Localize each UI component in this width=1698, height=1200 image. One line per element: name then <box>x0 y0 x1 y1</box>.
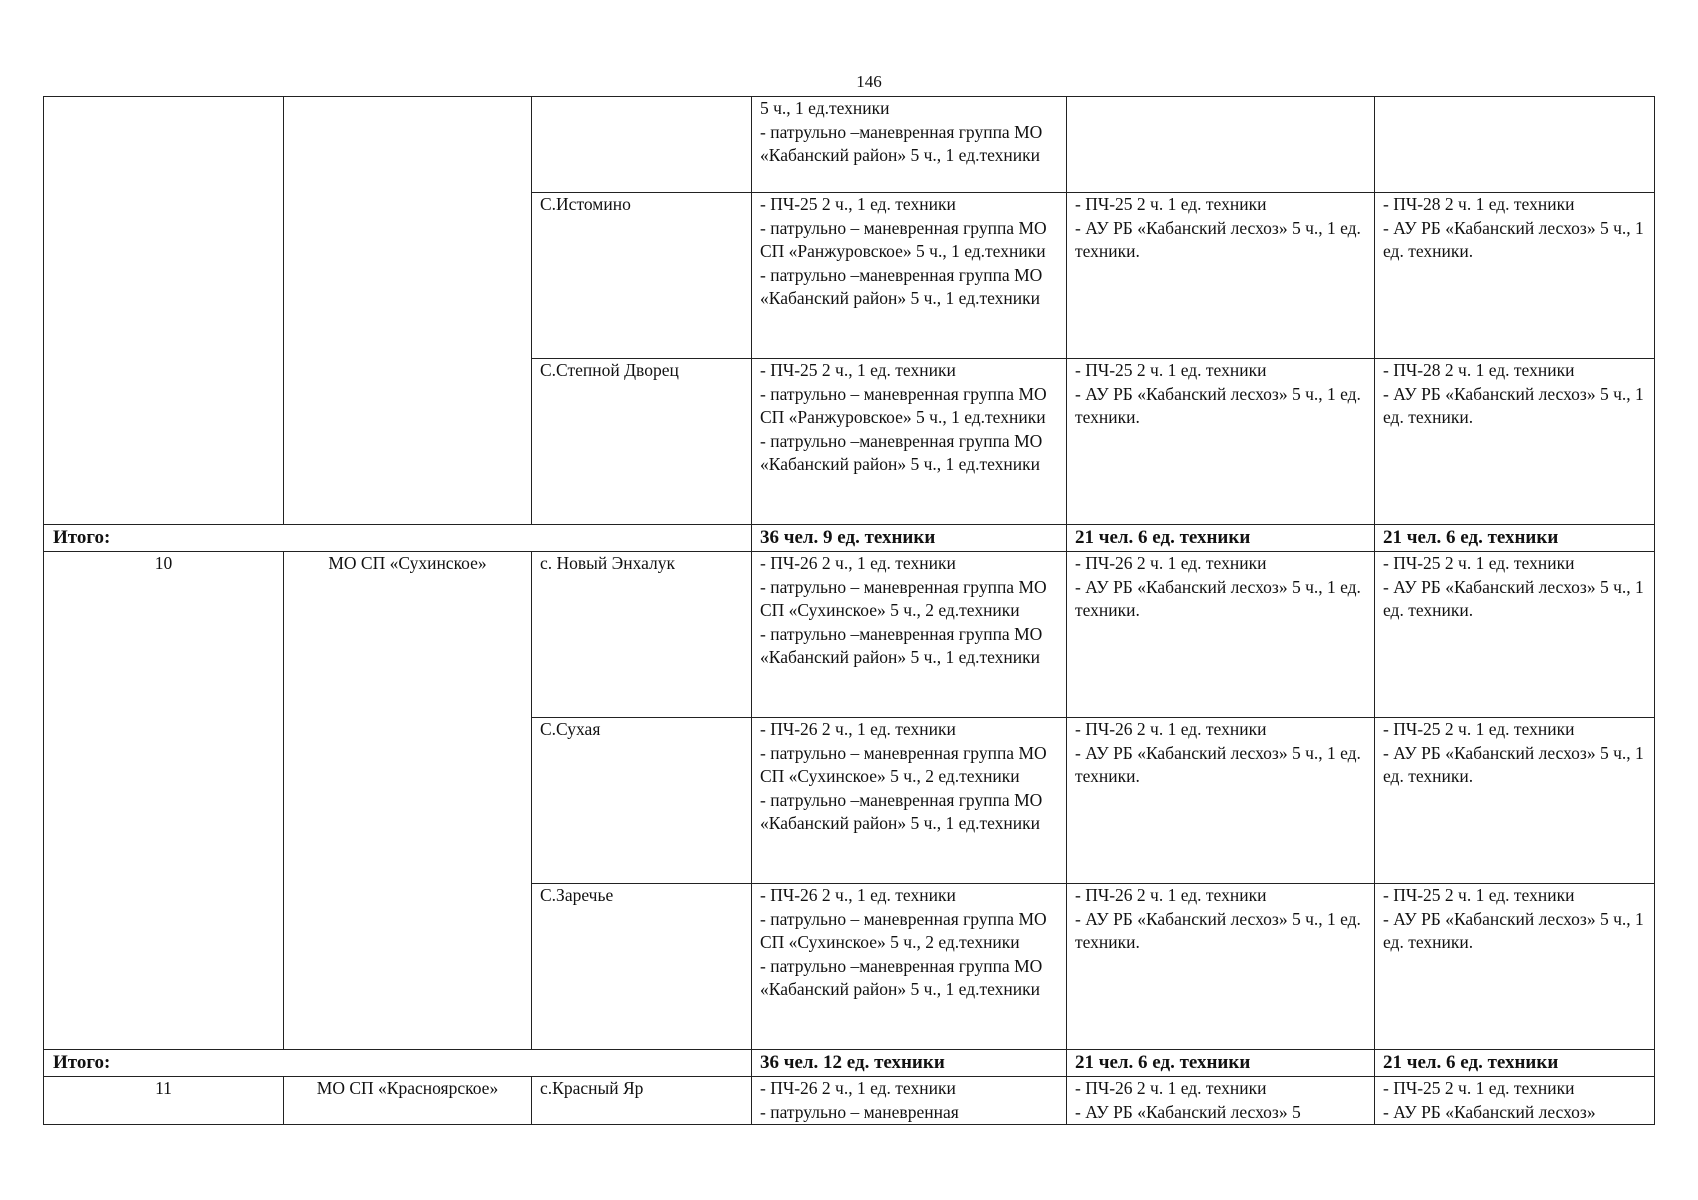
forces-cell: - ПЧ-26 2 ч., 1 ед. техники - патрульно – маневренная <box>752 1077 1067 1125</box>
reserve-2-cell: - ПЧ-25 2 ч. 1 ед. техники - АУ РБ «Кабанский лесхоз» 5 ч., 1 ед. техники. <box>1375 718 1655 884</box>
settlement-cell: с. Новый Энхалук <box>532 552 752 718</box>
row-number-cell: 10 <box>44 552 284 1050</box>
row-number-cell: 11 <box>44 1077 284 1125</box>
forces-cell: - ПЧ-25 2 ч., 1 ед. техники - патрульно – маневренная группа МО СП «Ранжуровское» 5 ч., 1 ед.техники - патрульно –маневренная группа МО «Кабанский район» 5 ч., 1 ед.техники <box>752 193 1067 359</box>
reserve-1-cell: - ПЧ-26 2 ч. 1 ед. техники - АУ РБ «Кабанский лесхоз» 5 ч., 1 ед. техники. <box>1067 718 1375 884</box>
forces-cell: - ПЧ-26 2 ч., 1 ед. техники - патрульно – маневренная группа МО СП «Сухинское» 5 ч., 2 ед.техники - патрульно –маневренная группа МО «Кабанский район» 5 ч., 1 ед.техники <box>752 884 1067 1050</box>
reserve-1-cell: - ПЧ-25 2 ч. 1 ед. техники - АУ РБ «Кабанский лесхоз» 5 ч., 1 ед. техники. <box>1067 359 1375 525</box>
total-row <box>44 1050 1655 1077</box>
reserve-1-cell: - ПЧ-26 2 ч. 1 ед. техники - АУ РБ «Кабанский лесхоз» 5 <box>1067 1077 1375 1125</box>
settlement-cell: С.Сухая <box>532 718 752 884</box>
total-label: Итого: <box>44 1050 752 1077</box>
total-reserve-2: 21 чел. 6 ед. техники <box>1375 525 1655 552</box>
total-reserve-1: 21 чел. 6 ед. техники <box>1067 525 1375 552</box>
reserve-2-cell <box>1375 97 1655 193</box>
forces-cell: - ПЧ-26 2 ч., 1 ед. техники - патрульно – маневренная группа МО СП «Сухинское» 5 ч., 2 ед.техники - патрульно –маневренная группа МО «Кабанский район» 5 ч., 1 ед.техники <box>752 552 1067 718</box>
table-row <box>44 1077 1655 1125</box>
forces-cell: - ПЧ-26 2 ч., 1 ед. техники - патрульно – маневренная группа МО СП «Сухинское» 5 ч., 2 ед.техники - патрульно –маневренная группа МО «Кабанский район» 5 ч., 1 ед.техники <box>752 718 1067 884</box>
reserve-1-cell: - ПЧ-26 2 ч. 1 ед. техники - АУ РБ «Кабанский лесхоз» 5 ч., 1 ед. техники. <box>1067 884 1375 1050</box>
settlement-cell: С.Степной Дворец <box>532 359 752 525</box>
total-row <box>44 525 1655 552</box>
municipality-cell: МО СП «Сухинское» <box>284 552 532 1050</box>
settlement-cell: С.Истомино <box>532 193 752 359</box>
reserve-1-cell: - ПЧ-26 2 ч. 1 ед. техники - АУ РБ «Кабанский лесхоз» 5 ч., 1 ед. техники. <box>1067 552 1375 718</box>
reserve-2-cell: - ПЧ-28 2 ч. 1 ед. техники - АУ РБ «Кабанский лесхоз» 5 ч., 1 ед. техники. <box>1375 359 1655 525</box>
settlement-cell: с.Красный Яр <box>532 1077 752 1125</box>
page-number: 146 <box>856 72 882 91</box>
municipality-cell: МО СП «Красноярское» <box>284 1077 532 1125</box>
municipality-cell <box>284 97 532 525</box>
total-reserve-2: 21 чел. 6 ед. техники <box>1375 1050 1655 1077</box>
reserve-2-cell: - ПЧ-25 2 ч. 1 ед. техники - АУ РБ «Кабанский лесхоз» 5 ч., 1 ед. техники. <box>1375 552 1655 718</box>
fire-forces-table <box>43 96 1655 1125</box>
row-number-cell <box>44 97 284 525</box>
reserve-1-cell <box>1067 97 1375 193</box>
total-reserve-1: 21 чел. 6 ед. техники <box>1067 1050 1375 1077</box>
reserve-2-cell: - ПЧ-25 2 ч. 1 ед. техники - АУ РБ «Кабанский лесхоз» <box>1375 1077 1655 1125</box>
settlement-cell <box>532 97 752 193</box>
settlement-cell: С.Заречье <box>532 884 752 1050</box>
total-forces: 36 чел. 9 ед. техники <box>752 525 1067 552</box>
reserve-1-cell: - ПЧ-25 2 ч. 1 ед. техники - АУ РБ «Кабанский лесхоз» 5 ч., 1 ед. техники. <box>1067 193 1375 359</box>
reserve-2-cell: - ПЧ-25 2 ч. 1 ед. техники - АУ РБ «Кабанский лесхоз» 5 ч., 1 ед. техники. <box>1375 884 1655 1050</box>
table-row <box>44 552 1655 718</box>
reserve-2-cell: - ПЧ-28 2 ч. 1 ед. техники - АУ РБ «Кабанский лесхоз» 5 ч., 1 ед. техники. <box>1375 193 1655 359</box>
forces-cell: 5 ч., 1 ед.техники - патрульно –маневренная группа МО «Кабанский район» 5 ч., 1 ед.техники <box>752 97 1067 193</box>
total-forces: 36 чел. 12 ед. техники <box>752 1050 1067 1077</box>
forces-cell: - ПЧ-25 2 ч., 1 ед. техники - патрульно – маневренная группа МО СП «Ранжуровское» 5 ч., 1 ед.техники - патрульно –маневренная группа МО «Кабанский район» 5 ч., 1 ед.техники <box>752 359 1067 525</box>
total-label: Итого: <box>44 525 752 552</box>
table-row <box>44 97 1655 193</box>
